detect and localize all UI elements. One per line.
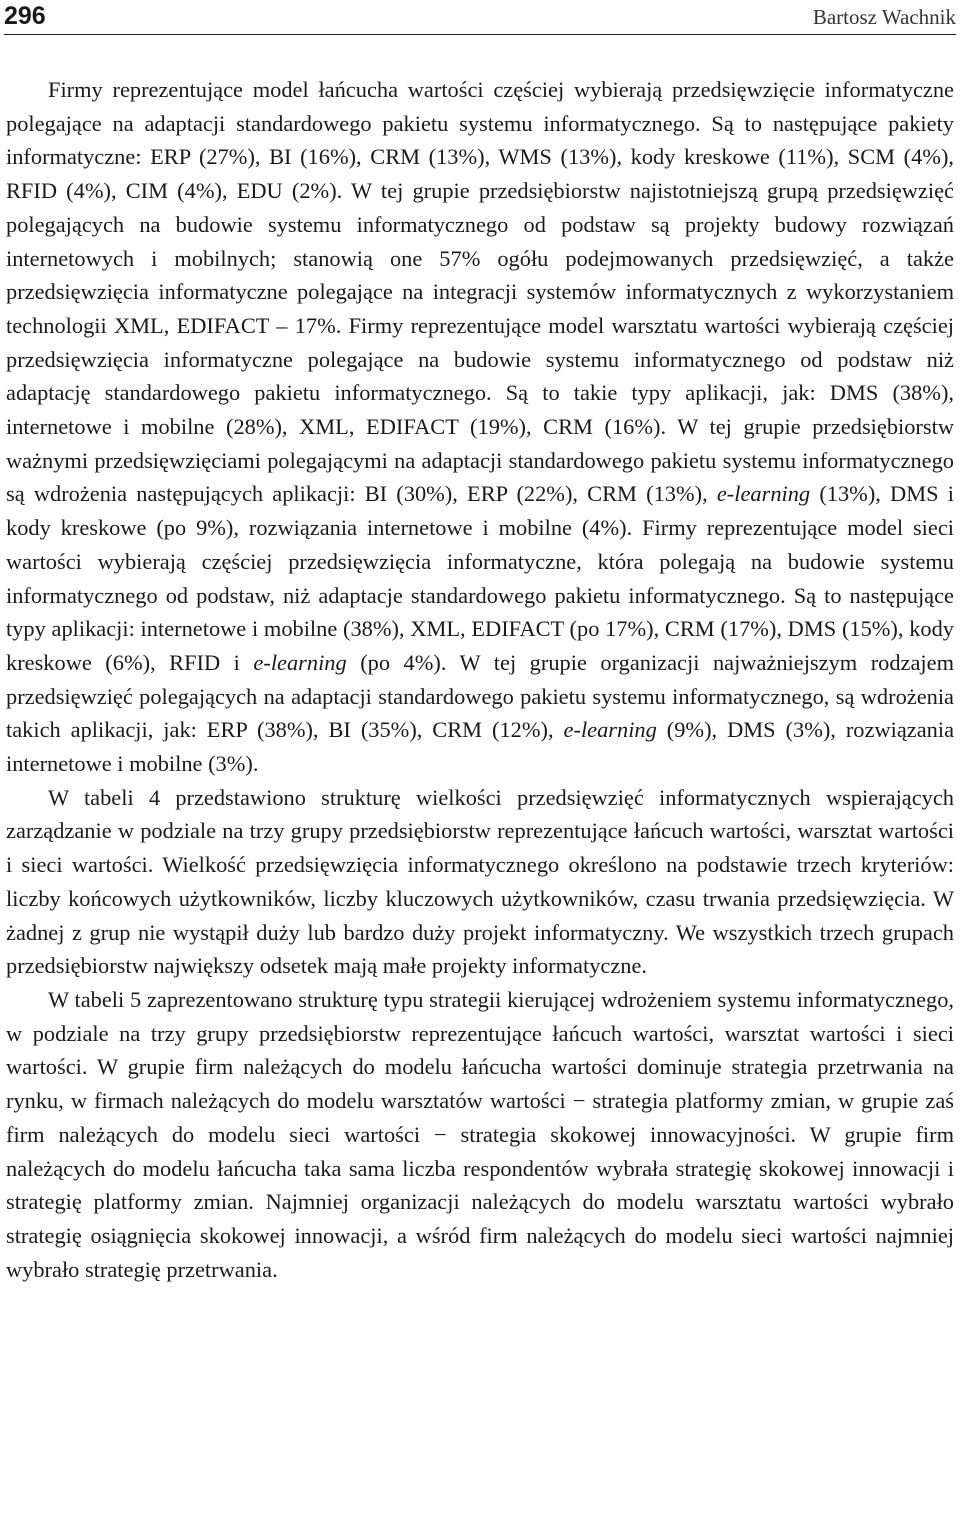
body-text — [6, 73, 954, 1286]
text-run: Firmy reprezentujące model łańcucha wartości częściej wybierają przedsięwzięcie informatyczne polegające na adaptacji standardowego pakietu systemu informatycznego. Są to następujące pakiety informatyczne: ERP (27%), BI (16%), CRM (13%), WMS (13%), kody kreskowe (11%), SCM (4%), RFID (4%), CIM (4%), EDU (2%). W tej grupie przedsiębiorstw najistotniejszą grupą przedsięwzięć polegających na budowie systemu informatycznego od podstaw są projekty budowy rozwiązań internetowych i mobilnych; stanowią one 57% ogółu podejmowanych przedsięwzięć, a także przedsięwzięcia informatyczne polegające na integracji systemów informatycznych z wykorzystaniem technologii XML, EDIFACT – 17%. Firmy reprezentujące model warsztatu wartości wybierają częściej przedsięwzięcia informatyczne polegające na budowie systemu informatycznego od podstaw niż adaptację standardowego pakietu informatycznego. Są to takie typy aplikacji, jak: DMS (38%), internetowe i mobilne (28%), XML, EDIFACT (19%), CRM (16%). W tej grupie przedsiębiorstw ważnymi przedsięwzięciami polegającymi na adaptacji standardowego pakietu systemu informatycznego są wdrożenia następujących aplikacji: BI (30%), ERP (22%), CRM (13%), — [6, 77, 954, 507]
italic-term: e-learning — [716, 481, 811, 507]
paragraph — [6, 781, 954, 983]
text-run: W tabeli 4 przedstawiono strukturę wielkości przedsięwzięć informatycznych wspierających zarządzanie w podziale na trzy grupy przedsiębiorstw reprezentujące łańcuch wartości, warsztat wartości i sieci wartości. Wielkość przedsięwzięcia informatycznego określono na podstawie trzech kryteriów: liczby końcowych użytkowników, liczby kluczowych użytkowników, czasu trwania przedsięwzięcia. W żadnej z grup nie wystąpił duży lub bardzo duży projekt informatyczny. We wszystkich trzech grupach przedsiębiorstw największy odsetek mają małe projekty informatyczne. — [6, 784, 954, 979]
text-run: (13%), DMS i kody kreskowe (po 9%), rozwiązania internetowe i mobilne (4%). Firmy reprezentujące model sieci wartości wybierają częściej przedsięwzięcia informatyczne, która polegają na budowie systemu informatycznego od podstaw, niż adaptacje standardowego pakietu informatycznego. Są to następujące typy aplikacji: internetowe i mobilne (38%), XML, EDIFACT (po 17%), CRM (17%), DMS (15%), kody kreskowe (6%), RFID i — [6, 481, 954, 675]
text-run: (9%), DMS (3%), rozwiązania internetowe i mobilne (3%). — [6, 717, 955, 777]
running-header — [4, 0, 956, 35]
text-run: W tabeli 5 zaprezentowano strukturę typu strategii kierującej wdrożeniem systemu informatycznego, w podziale na trzy grupy przedsiębiorstw reprezentujące łańcuch wartości, warsztat wartości i sieci wartości. W grupie firm należących do modelu łańcucha wartości dominuje strategia przetrwania na rynku, w firmach należących do modelu warsztatów wartości − strategia platformy zmian, w grupie zaś firm należących do modelu sieci wartości − strategia skokowej innowacyjności. W grupie firm należących do modelu łańcucha taka sama liczba respondentów wybrała strategię skokowej innowacji i strategię platformy zmian. Najmniej organizacji należących do modelu warsztatu wartości wybrało strategię osiągnięcia skokowej innowacji, a wśród firm należących do modelu sieci wartości najmniej wybrało strategię przetrwania. — [6, 986, 954, 1282]
paragraph — [6, 73, 954, 781]
paragraph — [6, 983, 954, 1286]
running-header-author: Bartosz Wachnik — [812, 5, 956, 29]
text-run: (po 4%). W tej grupie organizacji najważniejszym rodzajem przedsięwzięć polegających na adaptacji standardowego pakietu systemu informatycznego, są wdrożenia takich aplikacji, jak: ERP (38%), BI (35%), CRM (12%), — [6, 649, 954, 743]
italic-term: e-learning — [563, 717, 657, 743]
page-number: 296 — [4, 2, 46, 30]
italic-term: e-learning — [253, 649, 347, 675]
